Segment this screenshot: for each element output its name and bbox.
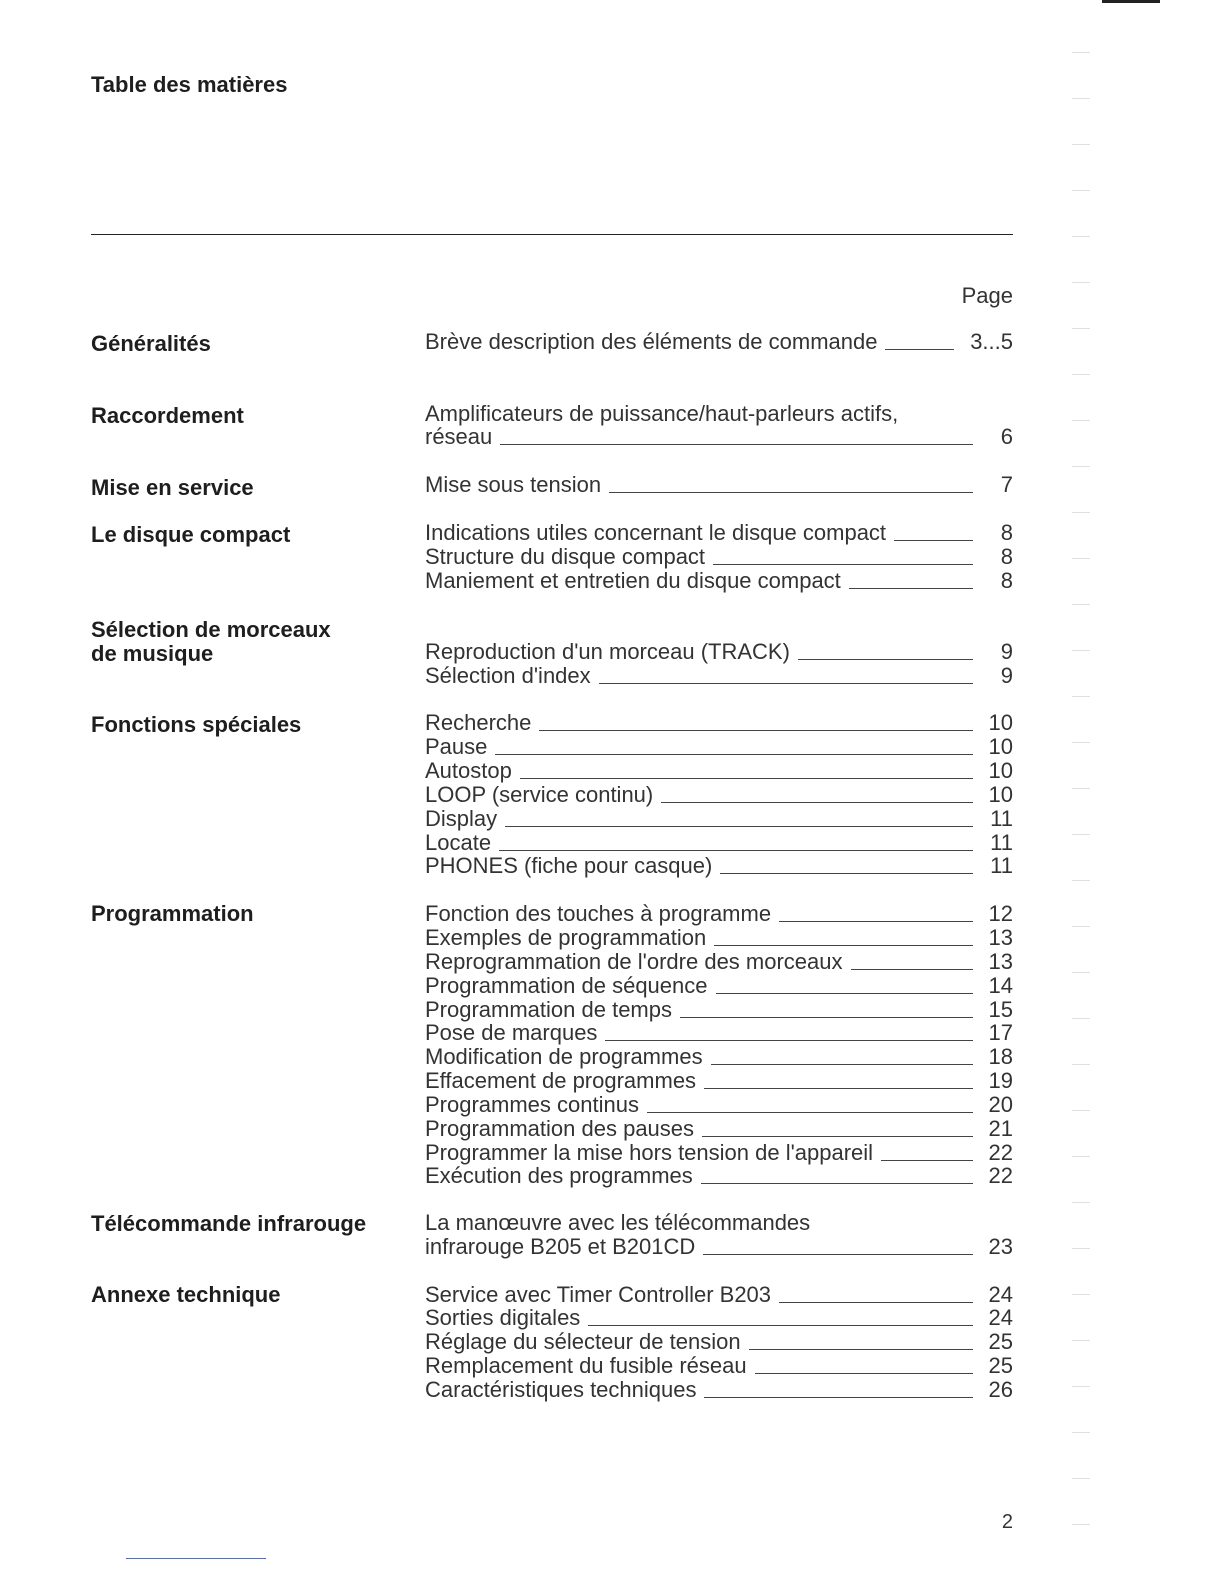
toc-entry-page: 10 bbox=[988, 710, 1013, 735]
toc-entry-page: 22 bbox=[988, 1163, 1013, 1188]
margin-mark bbox=[1072, 190, 1090, 191]
margin-mark bbox=[1072, 1524, 1090, 1525]
section-heading: de musique bbox=[91, 641, 214, 666]
toc-entry-text: Fonction des touches à programme bbox=[425, 901, 772, 926]
toc-entry-text: Programmes continus bbox=[425, 1092, 639, 1117]
toc-entry[interactable] bbox=[425, 902, 1013, 926]
section-heading: Annexe technique bbox=[91, 1282, 281, 1307]
toc-entry[interactable] bbox=[425, 545, 1013, 569]
toc-entry-page: 24 bbox=[988, 1282, 1013, 1307]
margin-mark bbox=[1072, 512, 1090, 513]
toc-entry-page: 23 bbox=[988, 1234, 1013, 1259]
margin-mark bbox=[1072, 1340, 1090, 1341]
toc-leader-line bbox=[647, 1112, 973, 1113]
toc-leader-line bbox=[720, 873, 973, 874]
toc-entry[interactable] bbox=[425, 473, 1013, 497]
toc-entry-text: réseau bbox=[425, 424, 493, 449]
toc-entry-page: 9 bbox=[1000, 663, 1013, 688]
toc-entry[interactable] bbox=[425, 974, 1013, 998]
toc-entry[interactable] bbox=[425, 1021, 1013, 1045]
toc-entry-page: 26 bbox=[988, 1377, 1013, 1402]
toc-leader-line bbox=[849, 588, 973, 589]
toc-leader-line bbox=[680, 1017, 973, 1018]
toc-entry-text: Locate bbox=[425, 830, 492, 855]
toc-entry-page: 24 bbox=[988, 1305, 1013, 1330]
toc-entry-page: 20 bbox=[988, 1092, 1013, 1117]
toc-entry-page: 25 bbox=[988, 1329, 1013, 1354]
margin-mark bbox=[1072, 420, 1090, 421]
toc-entry-text: Sélection d'index bbox=[425, 663, 591, 688]
toc-entry-text: Structure du disque compact bbox=[425, 544, 706, 569]
margin-mark bbox=[1072, 650, 1090, 651]
margin-mark bbox=[1072, 1248, 1090, 1249]
toc-entry-text: Pose de marques bbox=[425, 1020, 598, 1045]
toc-leader-line bbox=[894, 540, 973, 541]
toc-entry[interactable] bbox=[425, 950, 1013, 974]
toc-leader-line bbox=[881, 1160, 973, 1161]
toc-entry-text: Réglage du sélecteur de tension bbox=[425, 1329, 741, 1354]
toc-entry-page: 25 bbox=[988, 1353, 1013, 1378]
toc-leader-line bbox=[520, 778, 973, 779]
toc-entry-text: LOOP (service continu) bbox=[425, 782, 654, 807]
toc-entry-page: 10 bbox=[988, 782, 1013, 807]
toc-leader-line bbox=[714, 945, 973, 946]
margin-mark bbox=[1072, 604, 1090, 605]
toc-entry-text: Reproduction d'un morceau (TRACK) bbox=[425, 639, 790, 664]
margin-mark bbox=[1072, 1156, 1090, 1157]
toc-entry[interactable] bbox=[425, 1117, 1013, 1141]
toc-entry[interactable] bbox=[425, 664, 1013, 688]
section-heading: Raccordement bbox=[91, 403, 244, 428]
toc-entry[interactable] bbox=[425, 1330, 1013, 1354]
toc-entry[interactable] bbox=[425, 1378, 1013, 1402]
margin-mark bbox=[1072, 696, 1090, 697]
toc-leader-line bbox=[703, 1254, 973, 1255]
margin-mark bbox=[1072, 1202, 1090, 1203]
toc-leader-line bbox=[755, 1373, 973, 1374]
margin-mark bbox=[1072, 1294, 1090, 1295]
toc-entry-text: Exemples de programmation bbox=[425, 925, 707, 950]
section-heading: Programmation bbox=[91, 901, 254, 926]
toc-entry-page: 15 bbox=[988, 997, 1013, 1022]
toc-entry-text: Recherche bbox=[425, 710, 532, 735]
toc-entry-page: 8 bbox=[1000, 520, 1013, 545]
toc-entry-page: 10 bbox=[988, 758, 1013, 783]
toc-entry-page: 13 bbox=[988, 925, 1013, 950]
margin-mark bbox=[1072, 98, 1090, 99]
toc-entry-text: Sorties digitales bbox=[425, 1305, 581, 1330]
margin-mark bbox=[1072, 374, 1090, 375]
bottom-scan-line bbox=[126, 1558, 266, 1559]
toc-entry[interactable] bbox=[425, 926, 1013, 950]
margin-mark bbox=[1072, 1110, 1090, 1111]
toc-entry[interactable] bbox=[425, 831, 1013, 855]
toc-entry-text: Programmation de temps bbox=[425, 997, 672, 1022]
toc-entry[interactable] bbox=[425, 1354, 1013, 1378]
section-heading: Fonctions spéciales bbox=[91, 712, 302, 737]
margin-mark bbox=[1072, 466, 1090, 467]
toc-leader-line bbox=[588, 1325, 973, 1326]
margin-mark bbox=[1072, 788, 1090, 789]
toc-entry[interactable] bbox=[425, 1306, 1013, 1330]
toc-entry[interactable] bbox=[425, 735, 1013, 759]
margin-mark bbox=[1072, 880, 1090, 881]
toc-entry[interactable] bbox=[425, 521, 1013, 545]
toc-entry-page: 11 bbox=[990, 830, 1013, 855]
toc-entry-page: 7 bbox=[1000, 472, 1013, 497]
section-heading: Mise en service bbox=[91, 475, 254, 500]
toc-entry[interactable] bbox=[425, 759, 1013, 783]
toc-entry[interactable] bbox=[425, 1235, 1013, 1259]
margin-mark bbox=[1072, 1064, 1090, 1065]
toc-entry-page: 22 bbox=[988, 1140, 1013, 1165]
toc-leader-line bbox=[701, 1183, 973, 1184]
toc-entry[interactable] bbox=[425, 1141, 1013, 1165]
toc-entry[interactable] bbox=[425, 1045, 1013, 1069]
toc-entry-text: Mise sous tension bbox=[425, 472, 602, 497]
toc-entry-text: Modification de programmes bbox=[425, 1044, 703, 1069]
toc-leader-line bbox=[499, 850, 973, 851]
toc-entry-text: Remplacement du fusible réseau bbox=[425, 1353, 747, 1378]
toc-leader-line bbox=[798, 659, 973, 660]
toc-leader-line bbox=[609, 492, 973, 493]
margin-mark bbox=[1072, 972, 1090, 973]
toc-entry-page: 10 bbox=[988, 734, 1013, 759]
margin-mark bbox=[1072, 1018, 1090, 1019]
toc-entry[interactable] bbox=[425, 330, 1013, 354]
toc-leader-line bbox=[885, 349, 954, 350]
toc-leader-line bbox=[851, 969, 973, 970]
toc-entry[interactable] bbox=[425, 1283, 1013, 1307]
title-divider bbox=[91, 234, 1013, 235]
section-heading: Généralités bbox=[91, 331, 211, 356]
toc-entry-text: Brève description des éléments de commande bbox=[425, 329, 878, 354]
toc-entry-text: Programmation des pauses bbox=[425, 1116, 695, 1141]
section-heading: Télécommande infrarouge bbox=[91, 1211, 367, 1236]
toc-leader-line bbox=[704, 1397, 973, 1398]
toc-entry-text: Programmation de séquence bbox=[425, 973, 708, 998]
toc-entry-page: 14 bbox=[988, 973, 1013, 998]
toc-entry-text: Pause bbox=[425, 734, 488, 759]
toc-entry-page: 8 bbox=[1000, 544, 1013, 569]
toc-entry-text: Effacement de programmes bbox=[425, 1068, 697, 1093]
toc-entry-text: Exécution des programmes bbox=[425, 1163, 693, 1188]
section-heading: Le disque compact bbox=[91, 522, 291, 547]
margin-mark bbox=[1072, 52, 1090, 53]
toc-entry-page: 8 bbox=[1000, 568, 1013, 593]
toc-entry-text-line1: Amplificateurs de puissance/haut-parleurs actifs, bbox=[425, 401, 899, 426]
toc-entry-page: 21 bbox=[988, 1116, 1013, 1141]
top-corner-bar bbox=[1102, 0, 1160, 3]
toc-entry[interactable] bbox=[425, 998, 1013, 1022]
toc-entry-page: 6 bbox=[1000, 424, 1013, 449]
toc-leader-line bbox=[495, 754, 973, 755]
toc-leader-line bbox=[505, 826, 973, 827]
toc-leader-line bbox=[704, 1088, 973, 1089]
toc-entry-page: 13 bbox=[988, 949, 1013, 974]
toc-leader-line bbox=[749, 1349, 973, 1350]
margin-mark bbox=[1072, 558, 1090, 559]
toc-leader-line bbox=[713, 564, 973, 565]
margin-mark bbox=[1072, 328, 1090, 329]
page-column-label: Page bbox=[961, 283, 1013, 308]
toc-leader-line bbox=[779, 1302, 973, 1303]
toc-entry-page: 17 bbox=[988, 1020, 1013, 1045]
toc-entry[interactable] bbox=[425, 569, 1013, 593]
toc-entry-page: 9 bbox=[1000, 639, 1013, 664]
toc-entry-page: 11 bbox=[990, 806, 1013, 831]
toc-entry-page: 12 bbox=[988, 901, 1013, 926]
page-number: 2 bbox=[1001, 1511, 1013, 1533]
margin-mark bbox=[1072, 1386, 1090, 1387]
toc-title: Table des matières bbox=[91, 72, 288, 97]
margin-mark bbox=[1072, 282, 1090, 283]
toc-entry-text: Maniement et entretien du disque compact bbox=[425, 568, 841, 593]
toc-entry-text: Programmer la mise hors tension de l'appareil bbox=[425, 1140, 874, 1165]
toc-entry-page: 3...5 bbox=[970, 329, 1013, 354]
toc-entry[interactable] bbox=[425, 1164, 1013, 1188]
toc-entry-page: 19 bbox=[988, 1068, 1013, 1093]
toc-entry-text: Autostop bbox=[425, 758, 512, 783]
toc-leader-line bbox=[702, 1136, 973, 1137]
toc-entry[interactable] bbox=[425, 783, 1013, 807]
toc-entry[interactable] bbox=[425, 854, 1013, 878]
toc-leader-line bbox=[599, 683, 973, 684]
toc-entry-page: 11 bbox=[990, 853, 1013, 878]
toc-leader-line bbox=[605, 1040, 973, 1041]
toc-leader-line bbox=[716, 993, 973, 994]
toc-entry[interactable] bbox=[425, 1093, 1013, 1117]
toc-entry[interactable] bbox=[425, 425, 1013, 449]
toc-entry[interactable] bbox=[425, 1069, 1013, 1093]
margin-mark bbox=[1072, 834, 1090, 835]
toc-entry-text: Caractéristiques techniques bbox=[425, 1377, 697, 1402]
toc-entry[interactable] bbox=[425, 807, 1013, 831]
toc-entry[interactable] bbox=[425, 640, 1013, 664]
toc-entry-text: infrarouge B205 et B201CD bbox=[425, 1234, 696, 1259]
section-heading: Sélection de morceaux bbox=[91, 617, 331, 642]
toc-leader-line bbox=[661, 802, 973, 803]
toc-entry-text: Reprogrammation de l'ordre des morceaux bbox=[425, 949, 843, 974]
toc-entry-text-line1: La manœuvre avec les télécommandes bbox=[425, 1210, 811, 1235]
toc-entry-text: Service avec Timer Controller B203 bbox=[425, 1282, 772, 1307]
margin-mark bbox=[1072, 926, 1090, 927]
margin-mark bbox=[1072, 1432, 1090, 1433]
toc-entry-text: Display bbox=[425, 806, 498, 831]
toc-entry[interactable] bbox=[425, 711, 1013, 735]
toc-leader-line bbox=[500, 444, 973, 445]
margin-mark bbox=[1072, 144, 1090, 145]
toc-leader-line bbox=[779, 921, 973, 922]
margin-mark bbox=[1072, 1478, 1090, 1479]
toc-leader-line bbox=[539, 730, 973, 731]
toc-entry-text: Indications utiles concernant le disque compact bbox=[425, 520, 887, 545]
toc-entry-page: 18 bbox=[988, 1044, 1013, 1069]
toc-entry-text: PHONES (fiche pour casque) bbox=[425, 853, 713, 878]
margin-mark bbox=[1072, 742, 1090, 743]
margin-mark bbox=[1072, 236, 1090, 237]
toc-leader-line bbox=[711, 1064, 973, 1065]
